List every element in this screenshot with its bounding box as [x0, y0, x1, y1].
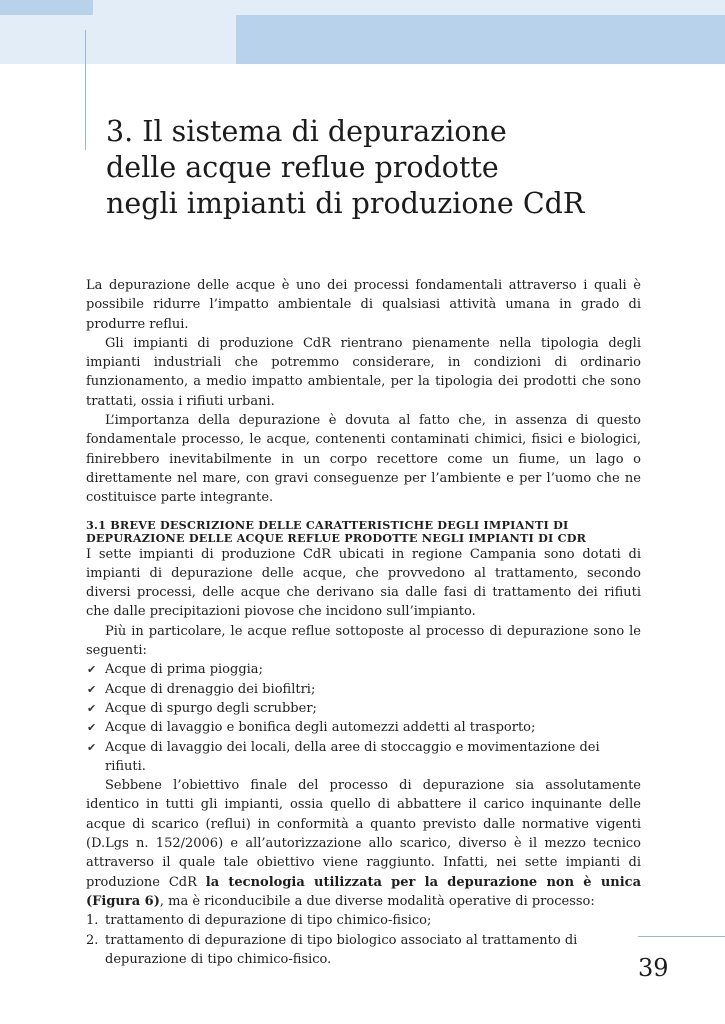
section-paragraph	[86, 776, 641, 911]
paragraph-text: , ma è riconducibile a due diverse modalità operative di processo:	[159, 893, 595, 909]
title-vertical-rule	[85, 30, 86, 150]
section-paragraph: Più in particolare, le acque reflue sottoposte al processo di depurazione sono le seguenti:	[86, 623, 641, 659]
page-number: 39	[638, 954, 669, 982]
checkmark-icon: ✔	[87, 701, 97, 715]
page-body	[86, 276, 641, 969]
intro-paragraph: La depurazione delle acque è uno dei processi fondamentali attraverso i quali è possibile ridurre l’impatto ambientale di qualsiasi attività umana in grado di produrre reflui.	[86, 278, 641, 332]
numbered-item-text: trattamento di depurazione di tipo chimico-fisico;	[105, 913, 432, 929]
checkmark-icon: ✔	[87, 682, 97, 696]
chapter-title-line: negli impianti di produzione CdR	[106, 187, 585, 220]
list-item	[86, 680, 641, 699]
checkmark-icon: ✔	[87, 740, 97, 754]
list-item	[86, 699, 641, 718]
list-item-text: Acque di spurgo degli scrubber;	[105, 700, 317, 716]
list-item	[86, 738, 641, 777]
paragraph-text: Sebbene l’obiettivo finale del processo di depurazione sia assolutamente identico in tutti gli impianti, ossia quello di abbattere il carico inquinante delle acque di scarico (reflui) in conformità a quanto previsto dalle normative vigenti (D.Lgs n. 152/2006) e all’autorizzazione allo scarico, diverso è il mezzo tecnico attraverso il quale tale obiettivo viene raggiunto. Infatti, nei sette impianti di produzione CdR	[86, 778, 641, 890]
list-item-text: Acque di prima pioggia;	[105, 662, 263, 678]
numbered-item	[86, 931, 641, 970]
numbered-item	[86, 911, 641, 930]
checkmark-icon: ✔	[87, 721, 97, 735]
numbered-item-text: trattamento di depurazione di tipo biologico associato al trattamento di depurazione di tipo chimico-fisico.	[105, 932, 578, 967]
chapter-title-line: 3. Il sistema di depurazione	[106, 115, 507, 148]
bold-emphasis: la tecnologia utilizzata per la depurazione non è unica (Figura 6)	[86, 874, 641, 909]
list-item-text: Acque di drenaggio dei biofiltri;	[105, 681, 316, 697]
header-band-light-left	[0, 15, 236, 64]
treatment-list	[86, 911, 641, 969]
section-heading-line: DEPURAZIONE DELLE ACQUE REFLUE PRODOTTE NEGLI IMPIANTI DI CDR	[86, 530, 587, 545]
section-heading-line: 3.1 BREVE DESCRIZIONE DELLE CARATTERISTICHE DEGLI IMPIANTI DI	[86, 517, 569, 532]
chapter-title-line: delle acque reflue prodotte	[106, 151, 499, 184]
header-band-dark-right	[236, 15, 725, 64]
checkmark-icon: ✔	[87, 663, 97, 677]
list-item	[86, 718, 641, 737]
intro-paragraph: Gli impianti di produzione CdR rientrano pienamente nella tipologia degli impianti industriali che potremmo considerare, in condizioni di ordinario funzionamento, a medio impatto ambientale, per la tipologia dei prodotti che sono trattati, ossia i rifiuti urbani.	[86, 335, 641, 409]
chapter-title	[106, 114, 666, 222]
header-band-dark-left	[0, 0, 93, 15]
footer-rule	[638, 936, 725, 937]
item-number: 2.	[86, 932, 99, 948]
section-heading	[86, 519, 641, 545]
list-item-text: Acque di lavaggio dei locali, della aree di stoccaggio e movimentazione dei rifiuti.	[105, 739, 600, 774]
intro-paragraph: L’importanza della depurazione è dovuta al fatto che, in assenza di questo fondamentale processo, le acque, contenenti contaminati chimici, fisici e biologici, finirebbero inevitabilmente in un corpo recettore come un fiume, un lago o direttamente nel mare, con gravi conseguenze per l’ambiente e per l’uomo che ne costituisce parte integrante.	[86, 413, 641, 506]
list-item-text: Acque di lavaggio e bonifica degli automezzi addetti al trasporto;	[105, 720, 536, 736]
wastewater-list	[86, 660, 641, 776]
list-item	[86, 660, 641, 679]
item-number: 1.	[86, 913, 99, 929]
header-band-light-top	[93, 0, 725, 15]
section-paragraph: I sette impianti di produzione CdR ubicati in regione Campania sono dotati di impianti di depurazione delle acque, che provvedono al trattamento, secondo diversi processi, delle acque che derivano sia dalle fasi di trattamento dei rifiuti che dalle precipitazioni piovose che incidono sull’impianto.	[86, 546, 641, 620]
